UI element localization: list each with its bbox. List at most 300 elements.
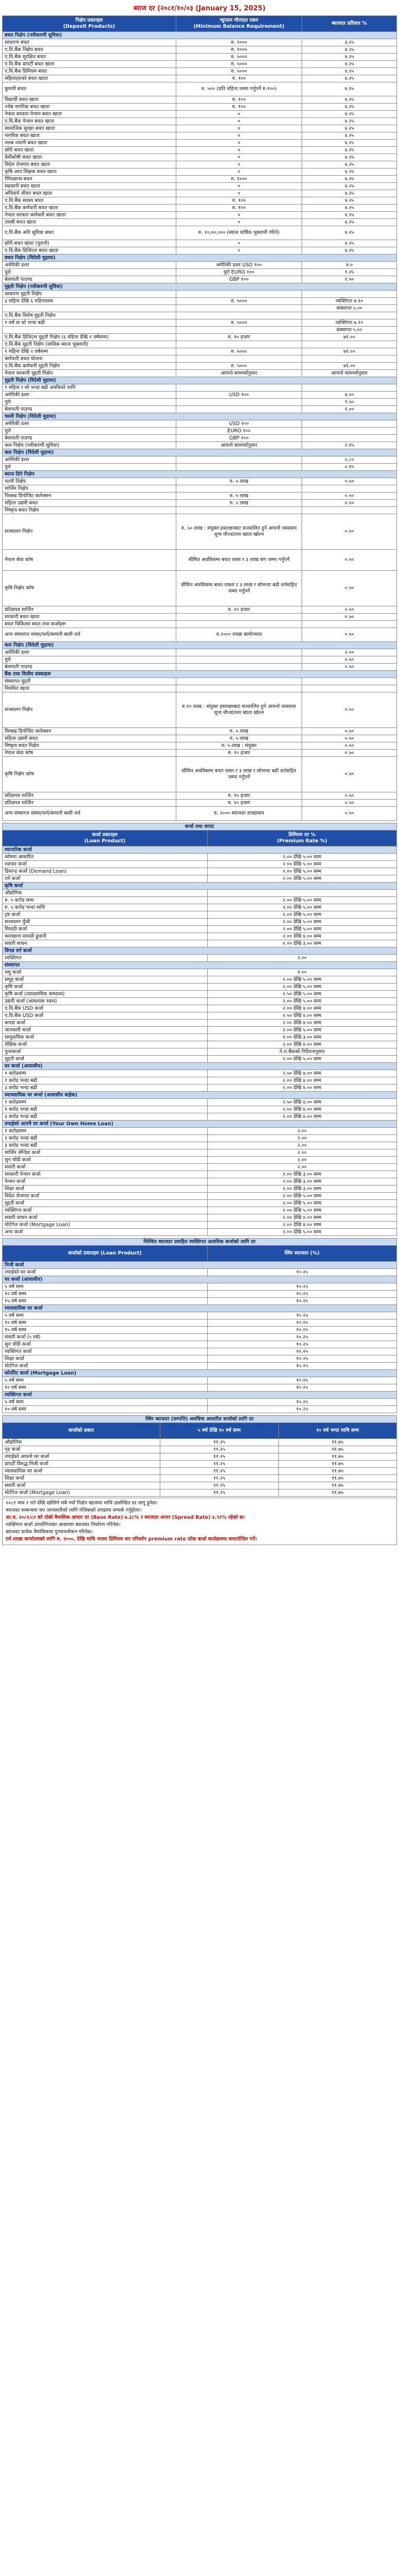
premium-table-title: निश्चित ब्याजदर प्रवाहित व्यक्तिगत आवधिक कर्जाको लागि दर bbox=[3, 1239, 397, 1246]
table-cell: ० bbox=[176, 111, 302, 118]
loan-row bbox=[3, 1056, 397, 1063]
table-cell: ०.५० bbox=[302, 750, 397, 757]
section-title: निजी कर्जा bbox=[3, 1262, 397, 1269]
table-cell bbox=[302, 384, 397, 392]
table-cell: ए.वि.बैंक डिजिटल मुद्दती निक्षेप (६ महिना देखि १ वर्षसम्म) bbox=[3, 334, 176, 341]
table-cell: ०.५० bbox=[302, 550, 397, 571]
loan-row bbox=[3, 1027, 397, 1034]
table-cell bbox=[176, 312, 302, 319]
table-cell: कृषि कर्जा (व्यावसायिक सम्भाव्य) bbox=[3, 991, 208, 998]
table-cell: अमेरिकी डलर bbox=[3, 456, 176, 464]
loan-row bbox=[3, 1041, 397, 1048]
table-cell: ४.२५ bbox=[302, 75, 397, 82]
table-cell: रु. १० हजार bbox=[176, 606, 302, 614]
loan-row bbox=[3, 1128, 397, 1135]
table-cell: ३ महिना देखि ६ महिनासम्म bbox=[3, 298, 176, 305]
table-cell: ०.५० bbox=[302, 757, 397, 792]
table-cell: पुनरकर्जा bbox=[3, 1048, 208, 1056]
table-cell bbox=[176, 456, 302, 464]
table-cell: कपडा कर्जा bbox=[3, 1020, 208, 1027]
section-title: मुद्दती निक्षेप (नवीकरणी सुविधा) bbox=[3, 283, 397, 291]
table-cell bbox=[176, 464, 302, 471]
section-title: कोर्पोरेट कर्जा (Mortgage Loan) bbox=[3, 1370, 397, 1377]
table-cell: रु.१० लाख : संयुक्त हस्ताक्षरबाट सञ्चालित हुने आफ्नो व्यवसाय शून्य मौज्दातमा खाता खोल्न bbox=[176, 692, 302, 728]
table-cell: १५ वर्ष सम्म bbox=[3, 1327, 208, 1334]
table-cell: १०.२५ bbox=[207, 1327, 396, 1334]
deposit-col-rate: ब्याजदर प्रतिशत % bbox=[302, 16, 397, 32]
table-cell: ए.वि.बैंक विशेष मुद्दती निक्षेप bbox=[3, 312, 176, 319]
premium-row bbox=[3, 1341, 397, 1348]
premium-row bbox=[3, 1334, 397, 1341]
table-cell: ए.वि.बैंक कर्मचारी मुद्दती निक्षेप bbox=[3, 363, 176, 370]
table-cell: रु. १०० bbox=[176, 75, 302, 82]
deposit-row bbox=[3, 82, 397, 96]
table-cell: रु. ५ लाख bbox=[176, 500, 302, 507]
table-cell: १०.२५ bbox=[207, 1406, 396, 1413]
table-cell: कृषि आय शिक्षक बचत खाता bbox=[3, 168, 176, 176]
table-cell: १० वर्ष सम्म bbox=[3, 1384, 208, 1392]
table-cell: १० वर्ष सम्म bbox=[3, 1319, 208, 1327]
table-cell: १ करोडसम्म bbox=[3, 1070, 208, 1077]
table-cell: ए.वि.बैंक कर्मचारी बचत खाता bbox=[3, 205, 176, 212]
deposit-section bbox=[3, 413, 397, 420]
base-rate-note: आ.व. २०८१/८२ को दोस्रो त्रैमासिक आधार दर (Base Rate) ७.३८% र ब्याजदर अन्तर (Spread Rate) ४.९२% रहेको छ। bbox=[6, 1515, 245, 1520]
table-cell: २.०० देखि ४.०० सम्म bbox=[207, 1222, 396, 1229]
deposit-row bbox=[3, 442, 397, 449]
table-cell: १०.२५ bbox=[207, 1384, 396, 1392]
table-cell: लघु कर्जा bbox=[3, 969, 208, 976]
table-cell bbox=[3, 305, 176, 312]
table-cell: ०.५० bbox=[302, 664, 397, 671]
table-cell bbox=[176, 341, 302, 348]
fixed-table-header: कर्जाको प्रकार ५ वर्ष देखि १० वर्ष सम्म १० वर्ष भन्दा माथि सम्म bbox=[3, 1423, 397, 1439]
deposit-row bbox=[3, 456, 397, 464]
table-cell bbox=[3, 327, 176, 334]
deposit-row bbox=[3, 168, 397, 176]
table-cell: कृषि कर्जा bbox=[3, 984, 208, 991]
table-cell: ४.२५ bbox=[302, 82, 397, 96]
loan-row bbox=[3, 1200, 397, 1207]
deposit-row bbox=[3, 807, 397, 821]
table-cell bbox=[176, 664, 302, 671]
table-cell: प्रतिज्ञपत्र मार्जिन bbox=[3, 792, 176, 800]
section-title: बचत निक्षेप (नवीकरणी सुविधा) bbox=[3, 32, 397, 39]
table-cell: सवारी कर्जा (५ वर्ष) bbox=[3, 1334, 208, 1341]
table-cell: अन्य कर्जा bbox=[3, 1229, 208, 1236]
loan-row bbox=[3, 1135, 397, 1142]
deposit-col-product: निक्षेप प्रकारहरु (Deposit Products) bbox=[3, 16, 176, 32]
loan-row bbox=[3, 1077, 397, 1084]
table-cell: अमेरिकी डलर bbox=[3, 420, 176, 428]
table-cell: ०.५० bbox=[302, 735, 397, 742]
table-cell: रु. ५० लाख : संयुक्त हस्ताक्षरबाट सञ्चालित हुने आफ्नो व्यवसाय शून्य मौज्दातमा खाता खोल्न bbox=[176, 514, 302, 550]
loan-row bbox=[3, 1149, 397, 1157]
table-cell: मोर्टगेज कर्जा (Mortgage Loan) bbox=[3, 1489, 160, 1497]
table-cell: शिक्षा कर्जा bbox=[3, 1475, 160, 1482]
deposit-row bbox=[3, 54, 397, 61]
deposit-rows bbox=[3, 32, 397, 821]
fixed-row bbox=[3, 1475, 397, 1482]
note-item: ब्याजदर प्रत्येक त्रैमासिकमा पुनरावलोकन गरिनेछ। bbox=[6, 1529, 93, 1535]
deposit-row bbox=[3, 742, 397, 750]
table-cell: १.०० bbox=[302, 406, 397, 413]
deposit-row bbox=[3, 183, 397, 190]
deposit-row bbox=[3, 428, 397, 435]
table-cell: २.०० bbox=[207, 1142, 396, 1149]
table-cell: रु. ५००० bbox=[176, 54, 302, 61]
table-cell: व्यक्तिगत कर्जा bbox=[3, 1348, 208, 1355]
loan-row bbox=[3, 1164, 397, 1171]
table-cell: ट्रष्ट कर्जा bbox=[3, 911, 208, 919]
loan-row bbox=[3, 1070, 397, 1077]
loan-section bbox=[3, 1063, 397, 1070]
table-cell: सवारी साधन कर्जा bbox=[3, 1214, 208, 1222]
loan-row bbox=[3, 1012, 397, 1020]
table-cell: ०.५० bbox=[302, 742, 397, 750]
table-cell: ५ वर्ष सम्म bbox=[3, 1283, 208, 1291]
loan-table-header bbox=[3, 831, 397, 846]
premium-section bbox=[3, 1392, 397, 1399]
deposit-row bbox=[3, 132, 397, 140]
loan-row bbox=[3, 897, 397, 904]
table-cell: ० bbox=[176, 147, 302, 154]
table-cell: ५ वर्ष सम्म bbox=[3, 1399, 208, 1406]
deposit-row bbox=[3, 728, 397, 735]
deposit-row bbox=[3, 478, 397, 485]
table-cell: GBP १०० bbox=[176, 435, 302, 442]
deposit-section bbox=[3, 671, 397, 678]
deposit-row bbox=[3, 628, 397, 642]
table-cell: आफ्नो सामर्थ्यानुसार bbox=[176, 442, 302, 449]
loan-row bbox=[3, 875, 397, 883]
table-cell: बचत चिकित्सा बचत तथा कर्जाहरू bbox=[3, 621, 176, 628]
table-cell: प्रेमीकोषी बचत खाता bbox=[3, 154, 176, 161]
table-cell: १ करोडसम्म bbox=[3, 1128, 208, 1135]
table-cell: २.०० bbox=[207, 1135, 396, 1142]
premium-table bbox=[2, 1238, 397, 1413]
table-cell: ४.२५ bbox=[302, 125, 397, 132]
table-cell: ४.२५ bbox=[302, 212, 397, 219]
table-cell: १०.२५ bbox=[207, 1291, 396, 1298]
table-cell: २.०० देखि ५.०० सम्म bbox=[207, 868, 396, 875]
table-cell: कारखाना सामग्री ढुवानी bbox=[3, 933, 208, 940]
fixed-row bbox=[3, 1489, 397, 1497]
table-cell: बेलायती पाउण्ड bbox=[3, 406, 176, 413]
table-cell bbox=[176, 656, 302, 664]
table-cell: युरो bbox=[3, 399, 176, 406]
table-cell: ४.२५ bbox=[302, 190, 397, 197]
loan-section bbox=[3, 962, 397, 969]
table-cell: २.०० देखि ५.०० सम्म bbox=[207, 919, 396, 926]
loan-section bbox=[3, 1092, 397, 1099]
table-cell: २.०० देखि ५.०० सम्म bbox=[207, 1027, 396, 1034]
loan-row bbox=[3, 1193, 397, 1200]
table-cell: मार्जिन निक्षेप bbox=[3, 485, 176, 493]
table-cell: ०.५० bbox=[302, 792, 397, 800]
deposit-row bbox=[3, 319, 397, 327]
deposit-row bbox=[3, 298, 397, 305]
deposit-row bbox=[3, 792, 397, 800]
fixed-row bbox=[3, 1461, 397, 1468]
table-cell: ए.वि.बैंक निक्षेप बचत bbox=[3, 46, 176, 54]
loan-row bbox=[3, 976, 397, 984]
section-title: बैंक तथा वित्तीय संस्थाहरू bbox=[3, 671, 397, 678]
loan-row bbox=[3, 1048, 397, 1056]
table-cell: मार्जिन लेन्डिङ कर्जा bbox=[3, 1149, 208, 1157]
table-cell: USD १०० bbox=[176, 392, 302, 399]
table-cell: बेलायती पाउण्ड bbox=[3, 276, 176, 283]
table-cell: ११.७५ bbox=[278, 1475, 397, 1482]
table-cell: २.०० देखि ५.०० सम्म bbox=[207, 1200, 396, 1207]
premium-rows bbox=[3, 1262, 397, 1413]
deposit-row bbox=[3, 111, 397, 118]
table-cell: रु. १००० bbox=[176, 176, 302, 183]
table-cell bbox=[176, 685, 302, 692]
table-cell: १.५० bbox=[302, 399, 397, 406]
table-cell: अमेरिकी डलर bbox=[3, 649, 176, 656]
table-cell: नेपाल सेवा कोष bbox=[3, 750, 176, 757]
loan-row bbox=[3, 1207, 397, 1214]
loan-row bbox=[3, 861, 397, 868]
table-cell bbox=[176, 327, 302, 334]
table-cell: २.१५ bbox=[302, 442, 397, 449]
table-cell: जानकारी कर्जा bbox=[3, 1027, 208, 1034]
table-cell: २.०० देखि ४.०० सम्म bbox=[207, 1106, 396, 1113]
table-cell: २.०० देखि ४.०० सम्म bbox=[207, 933, 396, 940]
table-cell: ४.२५ bbox=[302, 226, 397, 240]
table-cell bbox=[302, 507, 397, 514]
table-cell: सञ्चालन पुँजी bbox=[3, 919, 208, 926]
table-cell: रु. ५ लाख : संयुक्त bbox=[176, 742, 302, 750]
table-cell: रु. ५००० bbox=[176, 348, 302, 355]
table-cell: ० bbox=[176, 118, 302, 125]
table-cell: छोरी बचत खाता (पुरानो) bbox=[3, 240, 176, 247]
table-cell: ११.७५ bbox=[278, 1489, 397, 1497]
table-cell bbox=[302, 355, 397, 363]
premium-row bbox=[3, 1377, 397, 1384]
fixed-row bbox=[3, 1446, 397, 1453]
table-cell: ४.२५ bbox=[302, 240, 397, 247]
premium-row bbox=[3, 1269, 397, 1276]
table-cell: २.०० bbox=[207, 1128, 396, 1135]
deposit-row bbox=[3, 606, 397, 614]
table-cell: नियमित खाता bbox=[3, 685, 176, 692]
table-cell: १.०० bbox=[207, 969, 396, 976]
table-cell: आफ्नो सामर्थ्यानुसार bbox=[302, 370, 397, 377]
deposit-section bbox=[3, 471, 397, 478]
table-cell: ११.२५ bbox=[160, 1461, 279, 1468]
table-cell: तपाईको आफ्नो घर कर्जा bbox=[3, 1453, 160, 1461]
table-cell: रु. ५ लाख bbox=[176, 493, 302, 500]
deposit-row bbox=[3, 348, 397, 355]
deposit-row bbox=[3, 384, 397, 392]
table-cell: सामुदायिक कर्जा bbox=[3, 1034, 208, 1041]
table-cell: २.०० bbox=[207, 1164, 396, 1171]
table-cell: सीमित अवधिसम्म बचत राख्ना र ३ लाख र सोभन्दा बढी शर्तसहित जम्मा गर्नुपर्ने bbox=[176, 571, 302, 606]
table-cell: ११.७५ bbox=[278, 1468, 397, 1475]
table-cell: रु. ५००० bbox=[176, 319, 302, 327]
loan-row bbox=[3, 991, 397, 998]
table-cell: कुमारी बचत bbox=[3, 82, 176, 96]
table-cell: सामाजिक सुरक्षा बचत खाता bbox=[3, 125, 176, 132]
table-cell: रु. ५००० bbox=[176, 363, 302, 370]
table-cell: ११.७५ bbox=[278, 1439, 397, 1446]
table-cell: ४.० bbox=[302, 262, 397, 269]
deposit-row bbox=[3, 104, 397, 111]
deposit-row bbox=[3, 750, 397, 757]
table-cell: २.०० देखि ४.०० सम्म bbox=[207, 1041, 396, 1048]
section-title: विपन्न वर्ग कर्जा bbox=[3, 947, 397, 955]
table-cell: २.०० देखि ३.०० सम्म bbox=[207, 1171, 396, 1178]
table-cell: चल्ती निक्षेप bbox=[3, 478, 176, 485]
table-cell: समूह कर्जा bbox=[3, 976, 208, 984]
table-cell: ०.५० bbox=[302, 800, 397, 807]
table-cell: २.०० देखि ५.०० सम्म bbox=[207, 1207, 396, 1214]
deposit-row bbox=[3, 621, 397, 628]
table-cell: फिक्स्ड डिपोजिट कलेक्सन bbox=[3, 728, 176, 735]
table-cell: ०.५० bbox=[302, 614, 397, 621]
table-cell: निष्कृय बचत निक्षेप bbox=[3, 742, 176, 750]
table-cell bbox=[302, 291, 397, 298]
table-cell: प्रतिज्ञपत्र मार्जिन bbox=[3, 606, 176, 614]
table-cell: नेपाल सरकार कर्मचारी बचत खाता bbox=[3, 212, 176, 219]
table-cell: ११.२५ bbox=[160, 1475, 279, 1482]
deposit-row bbox=[3, 147, 397, 154]
table-cell: २.५० देखि ४.०० सम्म bbox=[207, 1070, 396, 1077]
rate-sheet bbox=[2, 2, 397, 1545]
deposit-row bbox=[3, 757, 397, 792]
table-cell: २.०० देखि ४.०० सम्म bbox=[207, 1005, 396, 1012]
table-cell: ०.५० bbox=[302, 728, 397, 735]
table-cell: १०.२५ bbox=[207, 1319, 396, 1327]
table-cell: १.०० देखि ३.०० सम्म bbox=[207, 1034, 396, 1041]
table-cell: १ महिना देखि २ वर्षसम्म bbox=[3, 348, 176, 355]
deposit-row bbox=[3, 735, 397, 742]
table-cell bbox=[302, 420, 397, 428]
table-cell: रु. ५०० (प्रति महिना जम्मा गर्नुपर्ने रु.१००) bbox=[176, 82, 302, 96]
table-cell: विदेश रोजगार कर्जा bbox=[3, 1193, 208, 1200]
table-cell: निष्कृय बचत निक्षेप bbox=[3, 507, 176, 514]
table-cell bbox=[302, 435, 397, 442]
table-cell: रु. ५ करोड भन्दा माथि bbox=[3, 904, 208, 911]
table-cell: सञ्चालन निक्षेप bbox=[3, 692, 176, 728]
table-cell: १०.२५ bbox=[207, 1312, 396, 1319]
deposit-row bbox=[3, 197, 397, 205]
loan-row bbox=[3, 1106, 397, 1113]
table-cell: १०.२५ bbox=[207, 1355, 396, 1363]
table-cell: ५ वर्ष सम्म bbox=[3, 1312, 208, 1319]
deposit-row bbox=[3, 39, 397, 46]
table-cell: रु.२००० शाखा बामोनमात्र bbox=[176, 628, 302, 642]
table-cell bbox=[302, 428, 397, 435]
table-cell: महिला उद्यमी बचत bbox=[3, 735, 176, 742]
table-cell bbox=[176, 614, 302, 621]
fixed-rate-table bbox=[2, 1415, 397, 1497]
premium-row bbox=[3, 1363, 397, 1370]
table-cell: ४.२५ bbox=[302, 96, 397, 104]
table-cell: रु. ५ करोड सम्म bbox=[3, 897, 208, 904]
table-cell: शिक्षा कर्जा bbox=[3, 1355, 208, 1363]
table-cell: USD १०० bbox=[176, 420, 302, 428]
table-cell: २.०० देखि ४.०० सम्म bbox=[207, 1077, 396, 1084]
loan-row bbox=[3, 955, 397, 962]
table-cell: औद्योगिक bbox=[3, 890, 208, 897]
deposit-row bbox=[3, 247, 397, 255]
table-cell: व्यक्तिगत ७.१० bbox=[302, 298, 397, 305]
table-cell: कृषि निक्षेप कोष bbox=[3, 757, 176, 792]
table-cell: ४.२५ bbox=[302, 168, 397, 176]
loan-rows bbox=[3, 846, 397, 1236]
loan-row bbox=[3, 1005, 397, 1012]
table-cell: रु. १० हजार bbox=[176, 750, 302, 757]
table-cell: नागरिक बचत खाता bbox=[3, 132, 176, 140]
table-cell: २.०० देखि ५.०० सम्म bbox=[207, 875, 396, 883]
deposit-row bbox=[3, 190, 397, 197]
table-cell bbox=[207, 890, 396, 897]
table-cell: ० bbox=[176, 190, 302, 197]
table-cell: ४.२५ bbox=[302, 205, 397, 212]
table-cell: अनिवार्य जीवन बचत खाता bbox=[3, 190, 176, 197]
deposit-row bbox=[3, 176, 397, 183]
section-title: व्यावसायिक घर कर्जा (आवासीय बाहेक) bbox=[3, 1092, 397, 1099]
table-cell: EURO १०० bbox=[176, 428, 302, 435]
table-cell: ० bbox=[176, 183, 302, 190]
table-cell: ११.२५ bbox=[160, 1489, 279, 1497]
table-cell: ० bbox=[176, 240, 302, 247]
table-cell: सुन चाँदी कर्जा bbox=[3, 1341, 208, 1348]
table-cell bbox=[302, 678, 397, 685]
deposit-row bbox=[3, 226, 397, 240]
loan-section bbox=[3, 947, 397, 955]
table-cell: १ महिना र सो भन्दा बढी अवधिको लागि bbox=[3, 384, 176, 392]
deposit-row bbox=[3, 514, 397, 550]
table-cell: अन्य संस्थागत संस्था/फर्म/कम्पनी बासी शर्त bbox=[3, 807, 176, 821]
table-cell: छोरी बचत खाता bbox=[3, 147, 176, 154]
table-cell: युरो bbox=[3, 428, 176, 435]
loan-row bbox=[3, 933, 397, 940]
section-title: चल्ती निक्षेप (विदेशी मुद्रामा) bbox=[3, 413, 397, 420]
table-cell: २.०० देखि ३.०० सम्म bbox=[207, 1185, 396, 1193]
table-cell: गृह कर्जा bbox=[3, 1446, 160, 1453]
table-cell: युरो bbox=[3, 656, 176, 664]
table-cell: ४.२५ bbox=[302, 104, 397, 111]
table-cell: ११.७५ bbox=[278, 1453, 397, 1461]
deposit-section bbox=[3, 642, 397, 649]
notes-box bbox=[2, 1498, 397, 1545]
deposit-row bbox=[3, 154, 397, 161]
table-cell: मोर्टगेज कर्जा bbox=[3, 1363, 208, 1370]
table-cell: शैक्षिक कर्जा bbox=[3, 1041, 208, 1048]
section-title: कल निक्षेप (विदेशी मुद्रामा) bbox=[3, 642, 397, 649]
fixed-row bbox=[3, 1439, 397, 1446]
premium-row bbox=[3, 1291, 397, 1298]
deposit-row bbox=[3, 312, 397, 319]
table-cell: शिक्षा कर्जा bbox=[3, 1185, 208, 1193]
table-cell: युरो bbox=[3, 269, 176, 276]
table-cell: मियादी कर्जा bbox=[3, 926, 208, 933]
note-item: ब्याजदर सम्बन्धमा थप जानकारीको लागि नजिकको शाखामा सम्पर्क गर्नुहोला। bbox=[6, 1507, 142, 1513]
table-cell: ११.२५ bbox=[160, 1446, 279, 1453]
table-cell: औद्योगिक bbox=[3, 1439, 160, 1446]
table-cell: ४.२५ bbox=[302, 154, 397, 161]
deposit-col-minimum: न्यूनतम मौज्दात रकम (Minimum Balance Requirement) bbox=[176, 16, 302, 32]
table-cell: सुन चाँदी कर्जा bbox=[3, 1157, 208, 1164]
table-cell: ०.५० bbox=[302, 514, 397, 550]
deposit-row bbox=[3, 614, 397, 621]
table-cell: ० bbox=[176, 219, 302, 226]
section-title: बचत निक्षेप (विदेशी मुद्रामा) bbox=[3, 255, 397, 262]
loan-row bbox=[3, 998, 397, 1005]
